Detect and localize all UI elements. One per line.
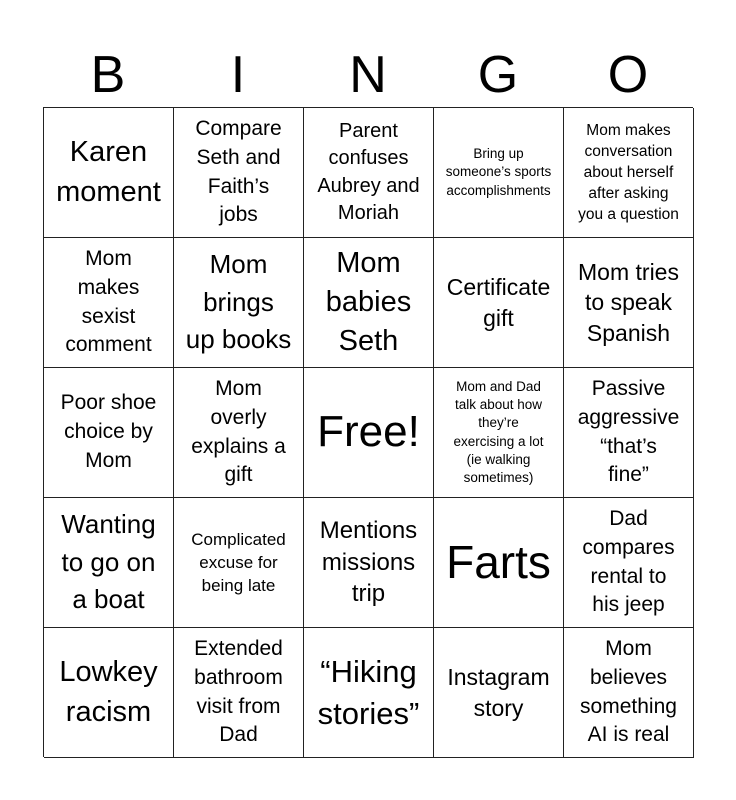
bingo-cell[interactable] bbox=[564, 238, 694, 368]
cell-text: Parent confuses Aubrey and Moriah bbox=[317, 119, 420, 224]
cell-text: Mom brings up books bbox=[185, 248, 292, 355]
bingo-header bbox=[43, 44, 693, 106]
bingo-cell[interactable] bbox=[304, 238, 434, 368]
cell-text: Wanting to go on a boat bbox=[61, 508, 156, 615]
bingo-cell[interactable] bbox=[174, 498, 304, 628]
cell-text: Lowkey racism bbox=[59, 656, 158, 728]
cell-text: Mom tries to speak Spanish bbox=[578, 258, 679, 346]
bingo-cell[interactable] bbox=[434, 108, 564, 238]
bingo-cell[interactable] bbox=[564, 628, 694, 758]
bingo-cell[interactable] bbox=[174, 238, 304, 368]
cell-text: Mom makes sexist comment bbox=[65, 246, 152, 357]
cell-text: Passive aggressive “that’s fine” bbox=[577, 376, 680, 487]
header-letter-n: N bbox=[349, 46, 387, 104]
bingo-cell[interactable] bbox=[434, 368, 564, 498]
bingo-cell[interactable] bbox=[44, 628, 174, 758]
bingo-cell[interactable] bbox=[564, 108, 694, 238]
cell-text: Poor shoe choice by Mom bbox=[60, 391, 157, 472]
bingo-cell[interactable] bbox=[174, 108, 304, 238]
header-letter-o: O bbox=[607, 46, 649, 104]
cell-text: Complicated excuse for being late bbox=[191, 529, 286, 596]
header-letter-g: G bbox=[477, 46, 519, 104]
bingo-cell[interactable] bbox=[44, 498, 174, 628]
cell-text: Mom makes conversation about herself after asking you a question bbox=[578, 121, 679, 224]
cell-text: Dad compares rental to his jeep bbox=[582, 506, 675, 617]
bingo-cell[interactable] bbox=[434, 628, 564, 758]
bingo-cell[interactable] bbox=[304, 498, 434, 628]
bingo-cell[interactable] bbox=[44, 368, 174, 498]
cell-text: Farts bbox=[446, 536, 551, 589]
cell-text: Mentions missions trip bbox=[319, 516, 418, 608]
cell-text: Mom and Dad talk about how they’re exercising a lot (ie walking sometimes) bbox=[453, 378, 544, 485]
cell-text: Certificate gift bbox=[446, 274, 551, 331]
header-letter-i: I bbox=[230, 46, 246, 104]
bingo-cell[interactable] bbox=[44, 238, 174, 368]
cell-text: Mom overly explains a gift bbox=[191, 376, 286, 487]
cell-text: Mom believes something AI is real bbox=[580, 636, 677, 747]
bingo-cell[interactable] bbox=[564, 498, 694, 628]
header-letter-b: B bbox=[90, 46, 126, 104]
bingo-cell[interactable] bbox=[174, 628, 304, 758]
bingo-cell[interactable] bbox=[434, 498, 564, 628]
free-space-text: Free! bbox=[317, 407, 420, 457]
bingo-cell[interactable] bbox=[304, 628, 434, 758]
bingo-cell[interactable] bbox=[434, 238, 564, 368]
bingo-cell[interactable] bbox=[304, 108, 434, 238]
cell-text: Karen moment bbox=[56, 136, 161, 208]
free-space-cell[interactable] bbox=[304, 368, 434, 498]
bingo-cell[interactable] bbox=[44, 108, 174, 238]
cell-text: Bring up someone’s sports accomplishments bbox=[445, 146, 552, 198]
cell-text: Mom babies Seth bbox=[325, 246, 412, 358]
bingo-cell[interactable] bbox=[174, 368, 304, 498]
cell-text: Extended bathroom visit from Dad bbox=[194, 636, 283, 747]
bingo-board bbox=[43, 107, 693, 757]
bingo-cell[interactable] bbox=[564, 368, 694, 498]
cell-text: Compare Seth and Faith’s jobs bbox=[195, 116, 282, 227]
cell-text: Instagram story bbox=[447, 664, 550, 721]
cell-text: “Hiking stories” bbox=[317, 653, 420, 731]
